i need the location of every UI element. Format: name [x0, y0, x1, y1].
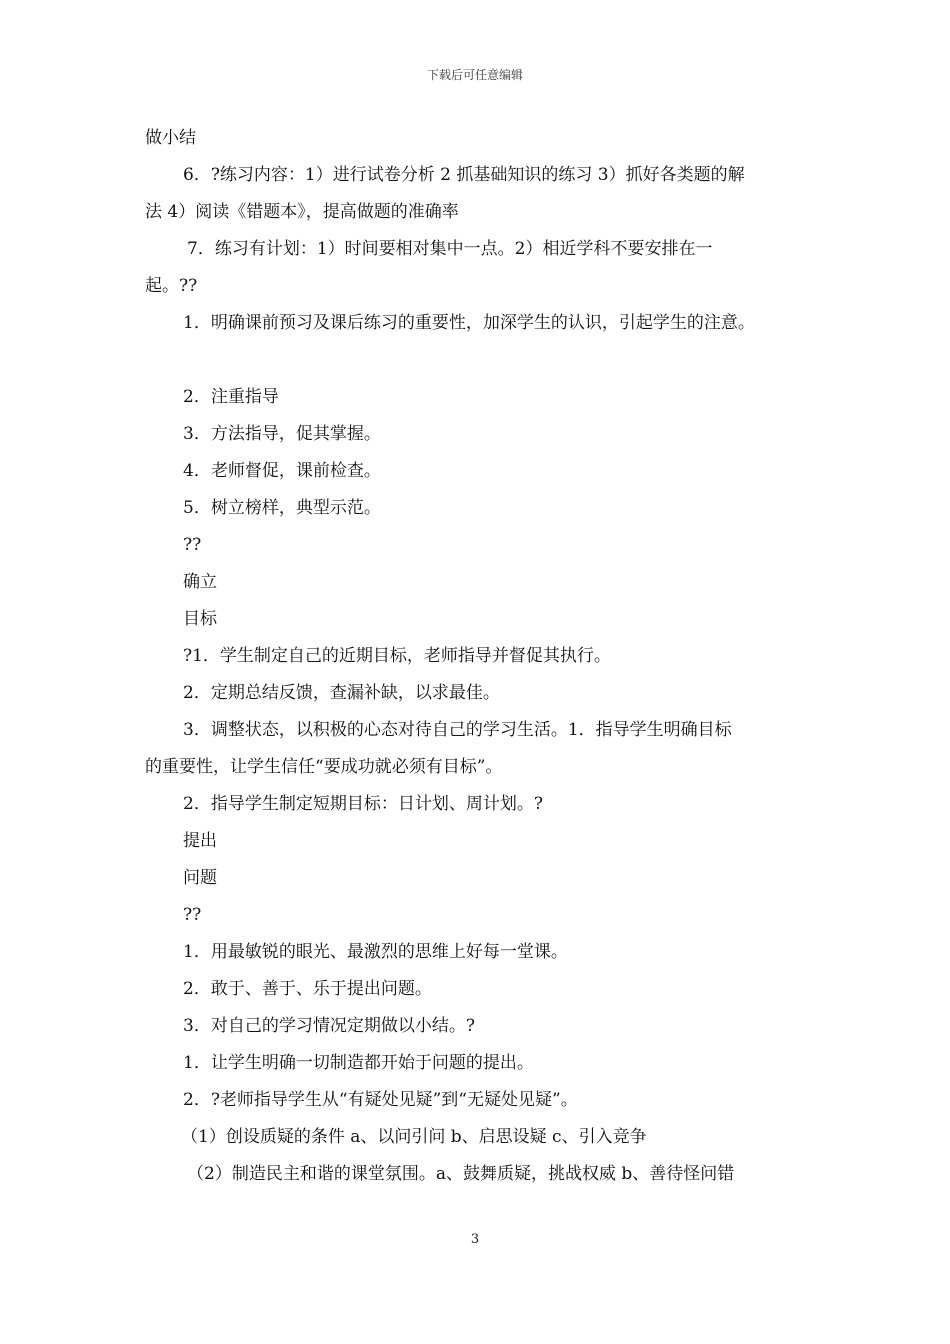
- text-line: 1．让学生明确一切制造都开始于问题的提出。: [183, 1053, 534, 1073]
- text-line: 7．练习有计划：1）时间要相对集中一点。2）相近学科不要安排在一: [187, 239, 713, 259]
- text-line: 4．老师督促，课前检查。: [183, 461, 381, 481]
- text-line: 的重要性，让学生信任“要成功就必须有目标”。: [145, 757, 503, 777]
- text-line: 2．指导学生制定短期目标：日计划、周计划。?: [183, 794, 543, 814]
- text-line: （2）制造民主和谐的课堂氛围。a、鼓舞质疑，挑战权威 b、善待怪问错: [187, 1164, 735, 1184]
- document-body: [145, 124, 825, 1197]
- text-line: 2．定期总结反馈，查漏补缺，以求最佳。: [183, 683, 500, 703]
- text-line: 法 4）阅读《错题本》，提高做题的准确率: [145, 202, 459, 222]
- text-line: （1）创设质疑的条件 a、以问引问 b、启思设疑 c、引入竞争: [181, 1127, 647, 1147]
- text-line: ?1．学生制定自己的近期目标，老师指导并督促其执行。: [183, 646, 611, 666]
- text-line: 1．用最敏锐的眼光、最激烈的思维上好每一堂课。: [183, 942, 568, 962]
- text-line: 2．?老师指导学生从“有疑处见疑”到“无疑处见疑”。: [183, 1090, 578, 1110]
- text-line: 5．树立榜样，典型示范。: [183, 498, 381, 518]
- text-line: 做小结: [145, 128, 196, 148]
- text-line: 提出: [183, 831, 217, 851]
- text-line: 3．调整状态，以积极的心态对待自己的学习生活。1．指导学生明确目标: [183, 720, 732, 740]
- text-line: 3．方法指导，促其掌握。: [183, 424, 381, 444]
- text-line: ??: [183, 535, 202, 555]
- text-line: 2．注重指导: [183, 387, 279, 407]
- text-line: 问题: [183, 868, 217, 888]
- page-header: 下载后可任意编辑: [426, 68, 523, 82]
- text-line: 6．?练习内容：1）进行试卷分析 2 抓基础知识的练习 3）抓好各类题的解: [183, 165, 745, 185]
- text-line: 起。??: [145, 276, 198, 296]
- text-line: 3．对自己的学习情况定期做以小结。?: [183, 1016, 475, 1036]
- text-line: ??: [183, 905, 202, 925]
- text-line: 目标: [183, 609, 217, 629]
- blank-line: [145, 346, 825, 383]
- text-line: 2．敢于、善于、乐于提出问题。: [183, 979, 432, 999]
- text-line: 1．明确课前预习及课后练习的重要性，加深学生的认识，引起学生的注意。: [183, 313, 755, 333]
- text-line: 确立: [183, 572, 217, 592]
- page-number: 3: [470, 1232, 480, 1247]
